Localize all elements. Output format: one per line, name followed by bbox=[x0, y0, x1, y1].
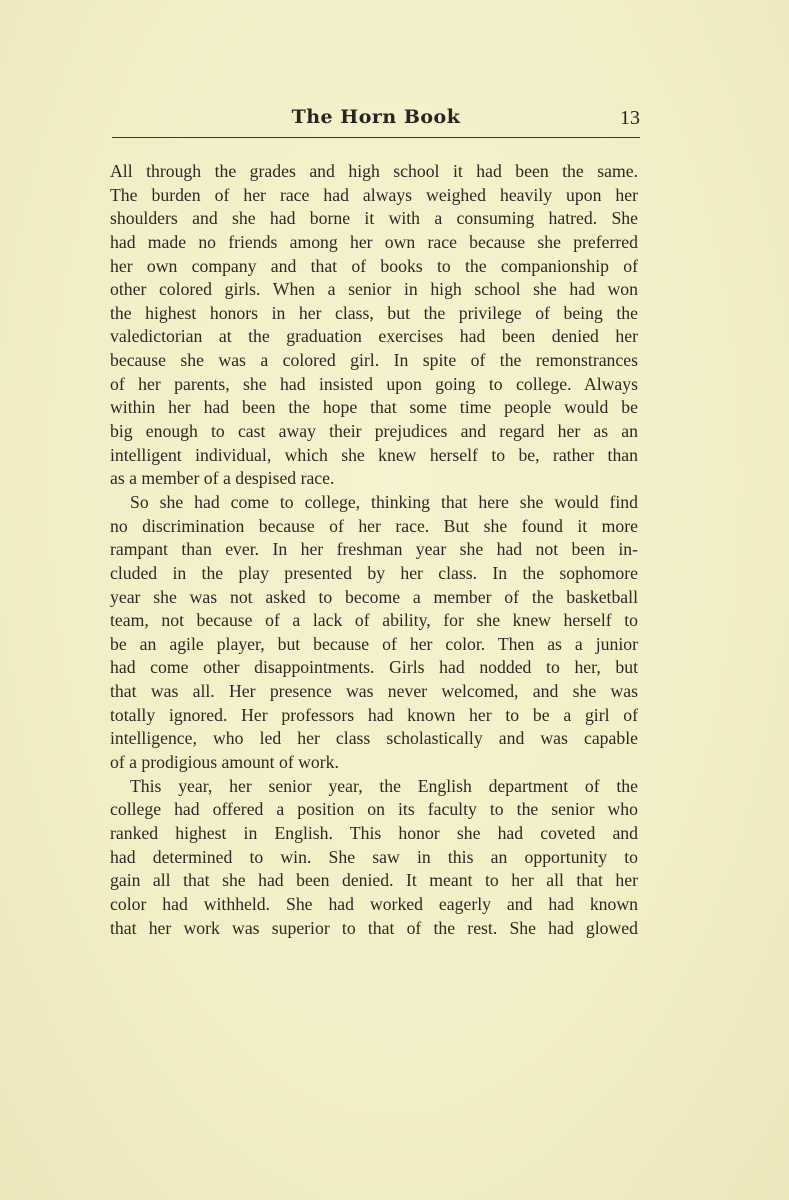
running-header bbox=[112, 103, 640, 138]
running-title: The Horn Book bbox=[291, 106, 461, 128]
text-line: The burden of her race had always weighed heavily upon her bbox=[110, 184, 638, 205]
body-text bbox=[110, 160, 638, 940]
text-line: as a member of a despised race. bbox=[110, 468, 335, 489]
text-line: had determined to win. She saw in this an opportunity to bbox=[110, 846, 638, 867]
text-line: intelligent individual, which she knew herself to be, rather than bbox=[110, 444, 638, 465]
text-line: ranked highest in English. This honor she had coveted and bbox=[110, 822, 638, 843]
text-line: of a prodigious amount of work. bbox=[110, 752, 339, 773]
text-line: color had withheld. She had worked eagerly and had known bbox=[110, 893, 638, 914]
page-number: 13 bbox=[620, 107, 640, 129]
text-line: All through the grades and high school it had been the same. bbox=[110, 161, 638, 181]
text-line: her own company and that of books to the companionship of bbox=[110, 255, 638, 276]
text-line: big enough to cast away their prejudices and regard her as an bbox=[110, 421, 638, 442]
text-line: other colored girls. When a senior in high school she had won bbox=[110, 279, 638, 300]
text-line: had come other disappointments. Girls had nodded to her, but bbox=[110, 657, 638, 678]
text-line: cluded in the play presented by her class. In the sophomore bbox=[110, 562, 638, 583]
text-line: be an agile player, but because of her color. Then as a junior bbox=[110, 633, 638, 654]
text-line: that her work was superior to that of the rest. She had glowed bbox=[110, 917, 638, 938]
text-line: valedictorian at the graduation exercises had been denied her bbox=[110, 326, 638, 347]
text-line: totally ignored. Her professors had known her to be a girl of bbox=[110, 704, 638, 725]
text-line: So she had come to college, thinking that here she would find bbox=[130, 491, 638, 512]
text-line: within her had been the hope that some time people would be bbox=[110, 397, 638, 418]
text-line: of her parents, she had insisted upon going to college. Always bbox=[110, 373, 638, 394]
text-line: This year, her senior year, the English department of the bbox=[130, 775, 638, 796]
text-line: shoulders and she had borne it with a consuming hatred. She bbox=[110, 208, 638, 229]
text-line: that was all. Her presence was never welcomed, and she was bbox=[110, 681, 638, 702]
text-line: team, not because of a lack of ability, for she knew herself to bbox=[110, 610, 638, 631]
text-line: year she was not asked to become a member of the basketball bbox=[110, 586, 638, 607]
text-line: the highest honors in her class, but the privilege of being the bbox=[110, 302, 638, 323]
text-line: had made no friends among her own race because she preferred bbox=[110, 231, 638, 252]
text-line: no discrimination because of her race. But she found it more bbox=[110, 515, 638, 536]
text-line: rampant than ever. In her freshman year she had not been in- bbox=[110, 539, 638, 560]
text-line: gain all that she had been denied. It meant to her all that her bbox=[110, 870, 638, 891]
text-line: intelligence, who led her class scholastically and was capable bbox=[110, 728, 638, 749]
text-line: college had offered a position on its faculty to the senior who bbox=[110, 799, 638, 820]
text-line: because she was a colored girl. In spite of the remonstrances bbox=[110, 350, 638, 371]
